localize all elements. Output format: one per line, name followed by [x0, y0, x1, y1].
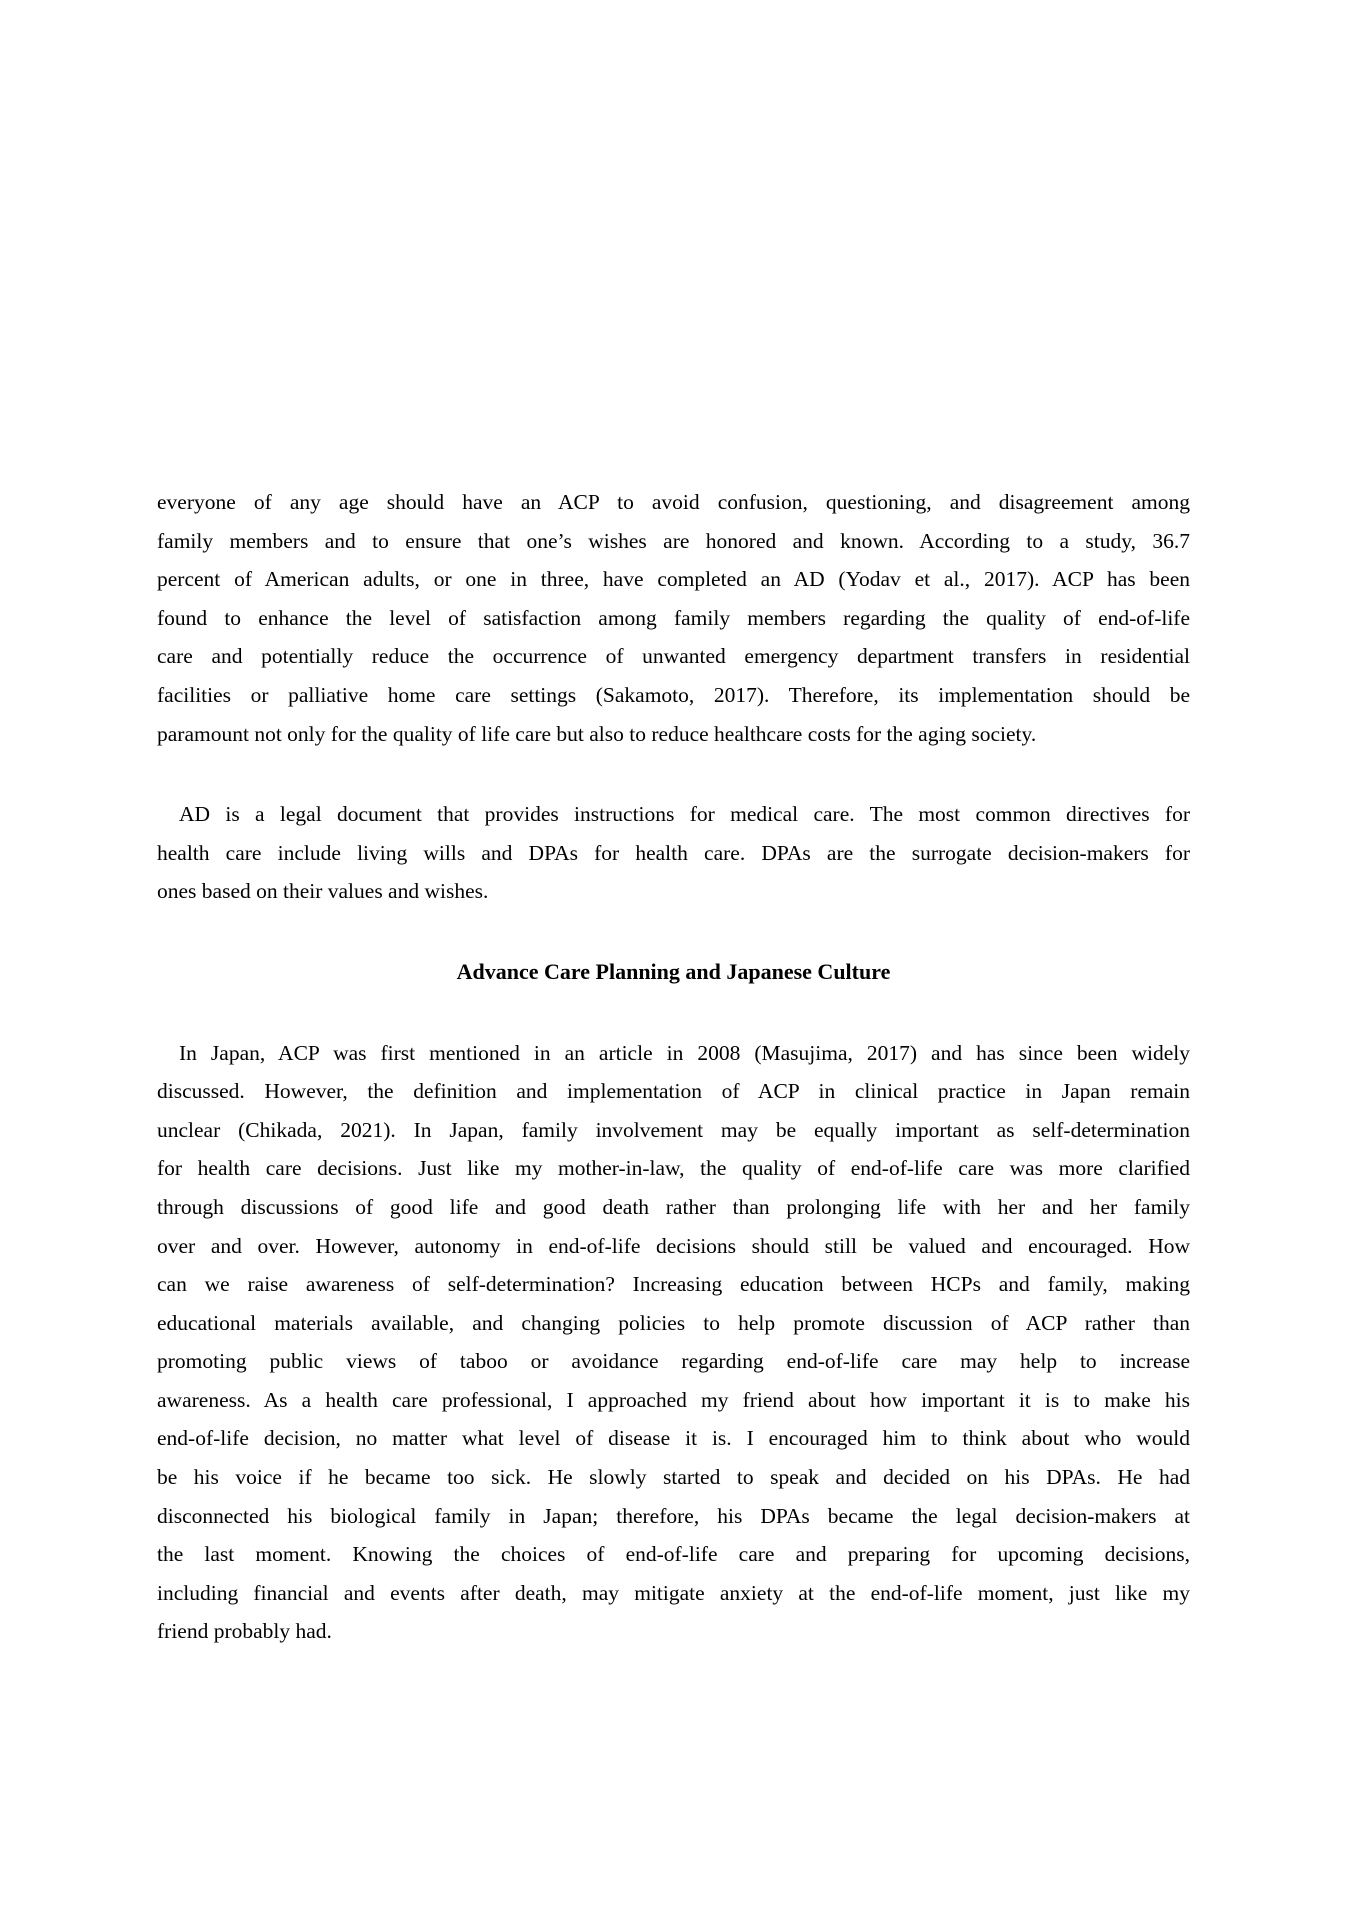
text-line: care and potentially reduce the occurrence of unwanted emergency department transfers in residential [157, 644, 1190, 669]
text-line: unclear (Chikada, 2021). In Japan, family involvement may be equally important as self-determination [157, 1117, 1190, 1142]
paragraph [157, 483, 1190, 753]
text-line: ones based on their values and wishes. [157, 879, 489, 904]
text-line: over and over. However, autonomy in end-of-life decisions should still be valued and encouraged. How [157, 1233, 1190, 1258]
text-line: family members and to ensure that one’s wishes are honored and known. According to a study, 36.7 [157, 528, 1190, 553]
text-line: percent of American adults, or one in three, have completed an AD (Yodav et al., 2017). ACP has been [157, 567, 1190, 592]
text-line: end-of-life decision, no matter what level of disease it is. I encouraged him to think about who would [157, 1426, 1190, 1451]
text-line: awareness. As a health care professional, I approached my friend about how important it is to make his [157, 1387, 1190, 1412]
text-line: disconnected his biological family in Japan; therefore, his DPAs became the legal decision-makers at [157, 1503, 1190, 1528]
text-line: facilities or palliative home care settings (Sakamoto, 2017). Therefore, its implementation should be [157, 682, 1190, 707]
text-line: be his voice if he became too sick. He slowly started to speak and decided on his DPAs. He had [157, 1465, 1190, 1490]
text-line: everyone of any age should have an ACP to avoid confusion, questioning, and disagreement among [157, 490, 1190, 514]
text-line: paramount not only for the quality of life care but also to reduce healthcare costs for the aging society. [157, 721, 1037, 746]
text-line: AD is a legal document that provides instructions for medical care. The most common directives for [179, 802, 1190, 827]
text-line: friend probably had. [157, 1619, 332, 1644]
paragraph [157, 795, 1190, 911]
text-line: through discussions of good life and good death rather than prolonging life with her and her family [157, 1194, 1190, 1219]
text-line: educational materials available, and changing policies to help promote discussion of ACP rather than [157, 1310, 1190, 1335]
text-line: health care include living wills and DPAs for health care. DPAs are the surrogate decision-makers for [157, 840, 1190, 865]
text-line: the last moment. Knowing the choices of end-of-life care and preparing for upcoming decisions, [157, 1542, 1190, 1567]
document-content [157, 483, 1190, 1693]
text-line: can we raise awareness of self-determination? Increasing education between HCPs and family, making [157, 1272, 1190, 1297]
text-line: including financial and events after death, may mitigate anxiety at the end-of-life moment, just like my [157, 1580, 1190, 1605]
text-line: discussed. However, the definition and implementation of ACP in clinical practice in Japan remain [157, 1079, 1190, 1104]
text-line: found to enhance the level of satisfaction among family members regarding the quality of end-of-life [157, 605, 1190, 630]
paragraph [157, 1034, 1190, 1652]
text-line: promoting public views of taboo or avoidance regarding end-of-life care may help to increase [157, 1349, 1190, 1374]
section-heading: Advance Care Planning and Japanese Culture [456, 958, 891, 984]
text-line: for health care decisions. Just like my mother-in-law, the quality of end-of-life care was more clarified [157, 1156, 1190, 1181]
text-line: In Japan, ACP was first mentioned in an article in 2008 (Masujima, 2017) and has since been widely [179, 1040, 1190, 1065]
